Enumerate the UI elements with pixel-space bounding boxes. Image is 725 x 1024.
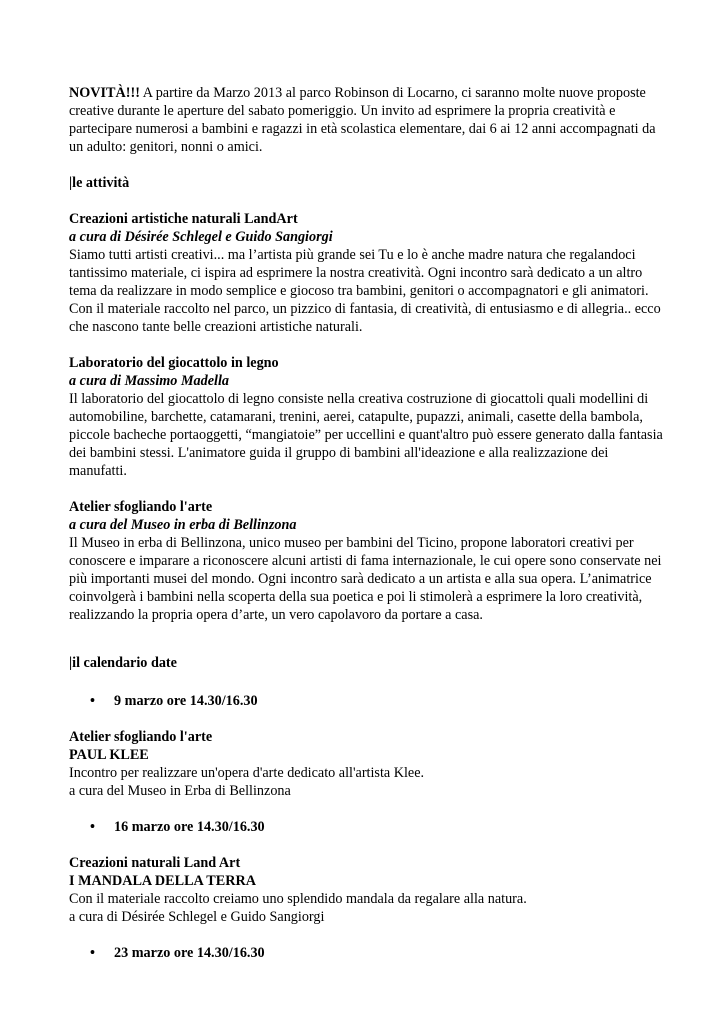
calendar-date-item [69, 818, 669, 836]
intro-text: A partire da Marzo 2013 al parco Robinson di Locarno, ci saranno molte nuove proposte creative durante le aperture del sabato pomeriggio. Un invito ad esprimere la propria creatività e partecipare numerosi a bambini e ragazzi in età scolastica elementare, dai 6 ai 12 anni accompagnati da un adulto: genitori, nonni o amici. [69, 85, 656, 155]
section-heading-calendar: |il calendario date [69, 655, 177, 671]
calendar-date: 9 marzo ore 14.30/16.30 [114, 693, 258, 709]
calendar-entry-subtitle: PAUL KLEE [69, 747, 149, 763]
activity-curator: a cura di Désirée Schlegel e Guido Sangiorgi [69, 229, 333, 245]
activity-curator: a cura del Museo in erba di Bellinzona [69, 517, 297, 533]
bullet-icon: • [90, 945, 95, 961]
activity-text: Il Museo in erba di Bellinzona, unico museo per bambini del Ticino, propone laboratori creativi per conoscere e imparare a riconoscere alcuni artisti di fama internazionale, le cui opere sono conservate nei più importanti musei del mondo. Ogni incontro sarà dedicato a un artista e alla sua opera. L’animatrice coinvolgerà i bambini nella scoperta della sua poetica e poi li stimolerà a esprimere la loro creatività, realizzando la propria opera d’arte, un vero capolavoro da portare a casa. [69, 535, 662, 623]
calendar-entry-title: Atelier sfogliando l'arte [69, 729, 213, 745]
bullet-icon: • [90, 819, 95, 835]
section-heading-activities: |le attività [69, 175, 130, 191]
activity-text: Il laboratorio del giocattolo di legno consiste nella creativa costruzione di giocattoli quali modellini di automobiline, barchette, catamarani, trenini, aerei, catapulte, pupazzi, animali, casette della bambola, piccole bacheche portaoggetti, “mangiatoie” per uccellini e quant'altro può essere generato dalla fantasia dei bambini stessi. L'animatore guida il gruppo di bambini all'ideazione e alla realizzazione dei manufatti. [69, 391, 663, 479]
calendar-date-item [69, 944, 669, 962]
activity-curator: a cura di Massimo Madella [69, 373, 230, 389]
calendar-entry [69, 854, 669, 926]
activity-title: Atelier sfogliando l'arte [69, 499, 213, 515]
activity-title: Laboratorio del giocattolo in legno [69, 355, 279, 371]
activity-landart [69, 210, 669, 336]
intro-paragraph [69, 84, 669, 156]
calendar-date: 23 marzo ore 14.30/16.30 [114, 945, 265, 961]
calendar-entry-curator: a cura del Museo in Erba di Bellinzona [69, 783, 291, 799]
bullet-icon: • [90, 693, 95, 709]
calendar-entry-desc: Con il materiale raccolto creiamo uno splendido mandala da regalare alla natura. [69, 891, 527, 907]
calendar-entry [69, 728, 669, 800]
calendar-entry-desc: Incontro per realizzare un'opera d'arte dedicato all'artista Klee. [69, 765, 425, 781]
document-page [69, 84, 669, 980]
activity-toy-lab [69, 354, 669, 480]
calendar-entry-subtitle: I MANDALA DELLA TERRA [69, 873, 256, 889]
calendar-entry-title: Creazioni naturali Land Art [69, 855, 241, 871]
activity-title: Creazioni artistiche naturali LandArt [69, 211, 298, 227]
activity-text: Siamo tutti artisti creativi... ma l’artista più grande sei Tu e lo è anche madre natura che regalandoci tantissimo materiale, ci ispira ad esprimere la nostra creatività. Ogni incontro sarà dedicato a un altro tema da realizzare in modo semplice e giocoso tra bambini, genitori o accompagnatori e gli animatori. Con il materiale raccolto nel parco, un pizzico di fantasia, di creatività, di entusiasmo e di allegria.. ecco che nascono tante belle creazioni artistiche naturali. [69, 247, 661, 335]
activity-atelier [69, 498, 669, 624]
calendar-date-item [69, 692, 669, 710]
calendar-date: 16 marzo ore 14.30/16.30 [114, 819, 265, 835]
calendar-entry-curator: a cura di Désirée Schlegel e Guido Sangiorgi [69, 909, 325, 925]
intro-lead: NOVITÀ!!! [69, 85, 140, 101]
